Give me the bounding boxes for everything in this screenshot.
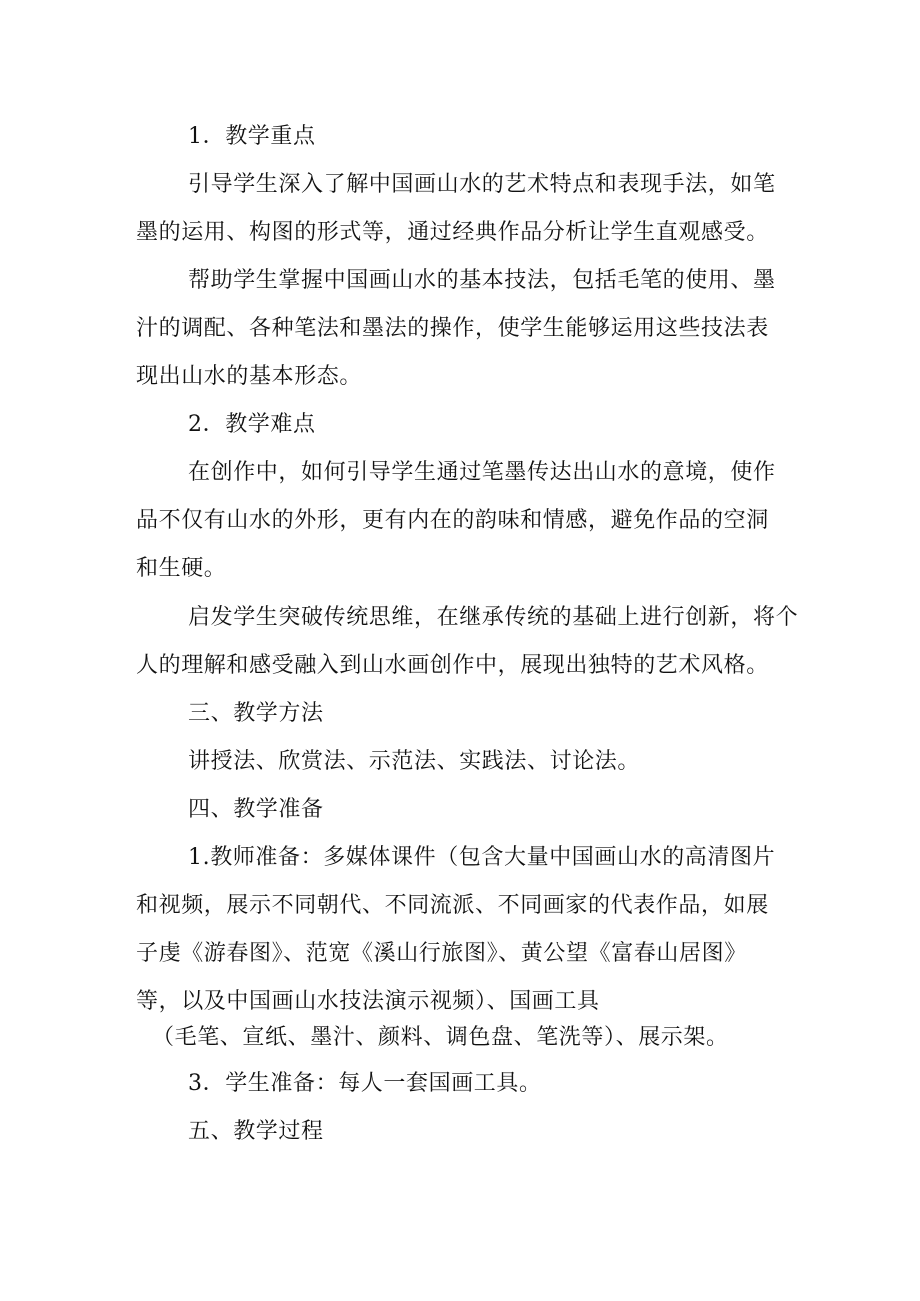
methods-text: 讲授法、欣赏法、示范法、实践法、讨论法。 bbox=[188, 749, 641, 774]
paragraph-line: 现出山水的基本形态。 bbox=[136, 364, 363, 389]
heading-preparation: 四、教学准备 bbox=[188, 797, 324, 822]
paragraph-line: 品不仅有山水的外形，更有内在的韵味和情感，避免作品的空洞 bbox=[136, 508, 769, 533]
paragraph-line: 在创作中，如何引导学生通过笔墨传达出山水的意境，使作 bbox=[188, 460, 776, 485]
heading-methods: 三、教学方法 bbox=[188, 701, 324, 726]
paragraph-line: 人的理解和感受融入到山水画创作中，展现出独特的艺术风格。 bbox=[136, 653, 769, 678]
paragraph-line: 和视频，展示不同朝代、不同流派、不同画家的代表作品，如展 bbox=[136, 893, 769, 918]
paragraph-line: 墨的运用、构图的形式等，通过经典作品分析让学生直观感受。 bbox=[136, 220, 769, 245]
heading-process: 五、教学过程 bbox=[188, 1119, 324, 1144]
paragraph-line: 引导学生深入了解中国画山水的艺术特点和表现手法，如笔 bbox=[188, 172, 776, 197]
preparation-student: 3．学生准备：每人一套国画工具。 bbox=[188, 1071, 542, 1096]
paragraph-line: 启发学生突破传统思维，在继承传统的基础上进行创新，将个 bbox=[188, 605, 799, 630]
paragraph-line: （毛笔、宣纸、墨汁、颜料、调色盘、笔洗等）、展示架。 bbox=[152, 1025, 729, 1050]
paragraph-line: 子虔《游春图》、范宽《溪山行旅图》、黄公望《富春山居图》 bbox=[136, 941, 747, 966]
paragraph-line: 1.教师准备：多媒体课件（包含大量中国画山水的高清图片 bbox=[188, 845, 776, 870]
heading-key-points: 1．教学重点 bbox=[188, 124, 316, 149]
heading-difficulties: 2．教学难点 bbox=[188, 412, 316, 437]
paragraph-line: 帮助学生掌握中国画山水的基本技法，包括毛笔的使用、墨 bbox=[188, 268, 776, 293]
paragraph-line: 和生硬。 bbox=[136, 556, 227, 581]
paragraph-line: 汁的调配、各种笔法和墨法的操作，使学生能够运用这些技法表 bbox=[136, 316, 769, 341]
paragraph-line: 等，以及中国画山水技法演示视频）、国画工具 bbox=[136, 989, 600, 1014]
